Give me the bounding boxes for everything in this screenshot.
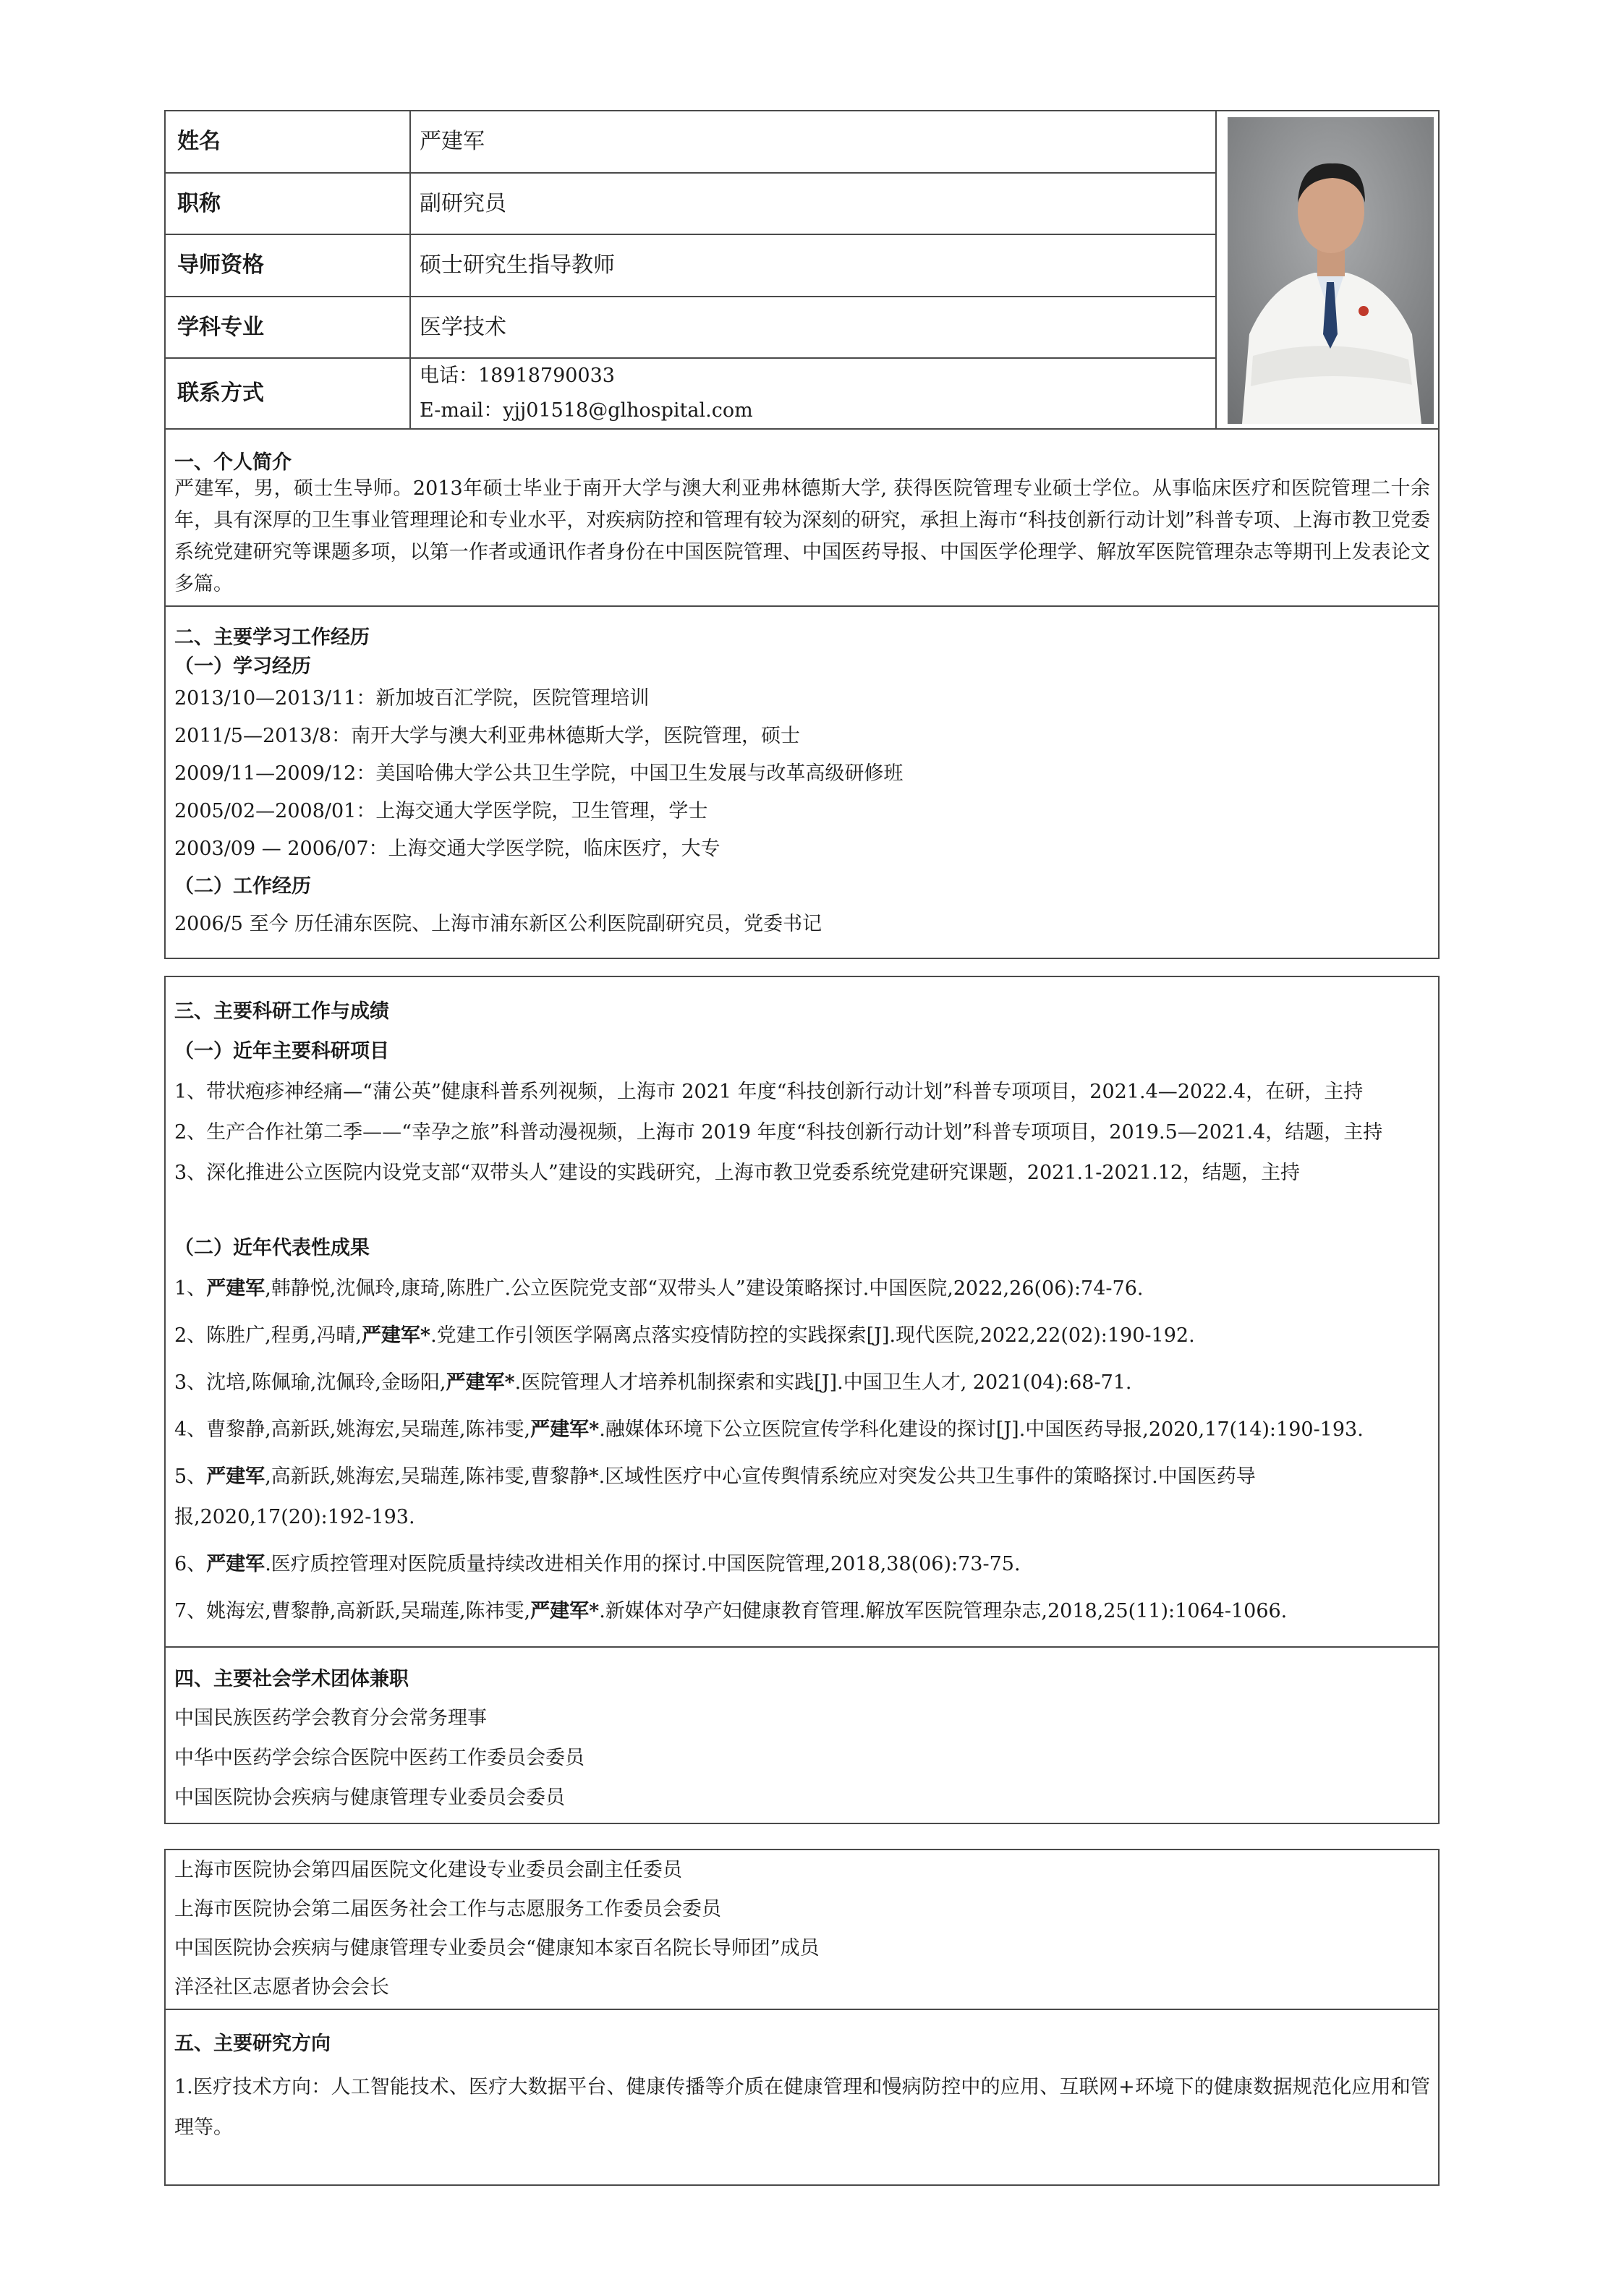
society-item: 上海市医院协会第四届医院文化建设专业委员会副主任委员: [174, 1859, 682, 1881]
title-label: 职称: [177, 191, 221, 216]
work-item: 2006/5 至今 历任浦东医院、上海市浦东新区公利医院副研究员，党委书记: [174, 913, 822, 935]
project-item: 3、深化推进公立医院内设党支部“双带头人”建设的实践研究，上海市教卫党委系统党建研究课题，2021.1-2021.12，结题，主持: [174, 1162, 1301, 1184]
tutor-label: 导师资格: [177, 252, 264, 278]
work-heading: （二）工作经历: [174, 875, 311, 898]
intro-heading: 一、个人简介: [174, 451, 292, 474]
project-item: 1、带状疱疹神经痛—“蒲公英”健康科普系列视频，上海市 2021 年度“科技创新行动计划”科普专项项目，2021.4—2022.4，在研，主持: [174, 1081, 1364, 1103]
email-value: E-mail：yjj01518@glhospital.com: [420, 399, 753, 422]
society-item: 中国医院协会疾病与健康管理专业委员会“健康知本家百名院长导师团”成员: [174, 1937, 820, 1959]
study-item: 2011/5—2013/8：南开大学与澳大利亚弗林德斯大学，医院管理，硕士: [174, 725, 800, 747]
society-item: 中国医院协会疾病与健康管理专业委员会委员: [174, 1787, 565, 1809]
achievement-item: 4、曹黎静,高新跃,姚海宏,吴瑞莲,陈祎雯,严建军*.融媒体环境下公立医院宣传学科化建设的探讨[J].中国医药导报,2020,17(14):190-193.: [174, 1418, 1364, 1441]
achievements-heading: （二）近年代表性成果: [174, 1237, 370, 1259]
tutor-value: 硕士研究生指导教师: [420, 252, 615, 278]
project-item: 2、生产合作社第二季——“幸孕之旅”科普动漫视频，上海市 2019 年度“科技创新行动计划”科普专项项目，2019.5—2021.4，结题，主持: [174, 1121, 1383, 1144]
study-heading: （一）学习经历: [174, 655, 311, 678]
intro-text: 严建军，男，硕士生导师。2013年硕士毕业于南开大学与澳大利亚弗林德斯大学, 获得医院管理专业硕士学位。从事临床医疗和医院管理二十余年，具有深厚的卫生事业管理理论和专业水平，对疾病防控和管理有较为深刻的研究，承担上海市“科技创新行动计划”科普专项、上海市教卫党委系统党建研究等课题多项，以第一作者或通讯作者身份在中国医院管理、中国医药导报、中国医学伦理学、解放军医院管理杂志等期刊上发表论文多篇。: [174, 477, 1430, 595]
achievement-item: 7、姚海宏,曹黎静,高新跃,吴瑞莲,陈祎雯,严建军*.新媒体对孕产妇健康教育管理.解放军医院管理杂志,2018,25(11):1064-1066.: [174, 1600, 1288, 1622]
achievement-item: 6、严建军.医疗质控管理对医院质量持续改进相关作用的探讨.中国医院管理,2018,38(06):73-75.: [174, 1553, 1021, 1575]
achievement-item: 5、严建军,高新跃,姚海宏,吴瑞莲,陈祎雯,曹黎静*.区域性医疗中心宣传舆情系统应对突发公共卫生事件的策略探讨.中国医药导: [174, 1465, 1256, 1488]
directions-heading: 五、主要研究方向: [174, 2033, 331, 2055]
achievement-item: 3、沈培,陈佩瑜,沈佩玲,金旸阳,严建军*.医院管理人才培养机制探索和实践[J].中国卫生人才, 2021(04):68-71.: [174, 1371, 1132, 1394]
study-item: 2009/11—2009/12：美国哈佛大学公共卫生学院，中国卫生发展与改革高级研修班: [174, 762, 904, 785]
research-heading: 三、主要科研工作与成绩: [174, 1000, 389, 1023]
society-item: 洋泾社区志愿者协会会长: [174, 1976, 389, 1999]
society-item: 上海市医院协会第二届医务社会工作与志愿服务工作委员会委员: [174, 1898, 721, 1920]
experience-heading: 二、主要学习工作经历: [174, 626, 370, 649]
name-value: 严建军: [420, 129, 485, 154]
phone-value: 电话：18918790033: [420, 365, 615, 387]
title-value: 副研究员: [420, 191, 506, 216]
societies-heading: 四、主要社会学术团体兼职: [174, 1668, 409, 1690]
achievement-item-continued: 报,2020,17(20):192-193.: [174, 1506, 415, 1528]
projects-heading: （一）近年主要科研项目: [174, 1040, 389, 1063]
study-item: 2003/09 — 2006/07：上海交通大学医学院，临床医疗，大专: [174, 838, 720, 860]
study-item: 2013/10—2013/11：新加坡百汇学院，医院管理培训: [174, 687, 650, 710]
society-item: 中国民族医药学会教育分会常务理事: [174, 1707, 487, 1729]
contact-label: 联系方式: [177, 380, 264, 406]
person-portrait-icon: [1228, 117, 1434, 424]
name-label: 姓名: [177, 129, 221, 154]
major-value: 医学技术: [420, 315, 506, 340]
society-item: 中华中医药学会综合医院中医药工作委员会委员: [174, 1747, 584, 1769]
study-item: 2005/02—2008/01：上海交通大学医学院，卫生管理，学士: [174, 800, 708, 822]
achievement-item: 2、陈胜广,程勇,冯晴,严建军*.党建工作引领医学隔离点落实疫情防控的实践探索[J].现代医院,2022,22(02):190-192.: [174, 1324, 1195, 1347]
major-label: 学科专业: [177, 315, 264, 340]
directions-text: 1.医疗技术方向：人工智能技术、医疗大数据平台、健康传播等介质在健康管理和慢病防控中的应用、互联网+环境下的健康数据规范化应用和管理等。: [174, 2076, 1430, 2139]
achievement-item: 1、严建军,韩静悦,沈佩玲,康琦,陈胜广.公立医院党支部“双带头人”建设策略探讨.中国医院,2022,26(06):74-76.: [174, 1277, 1144, 1300]
